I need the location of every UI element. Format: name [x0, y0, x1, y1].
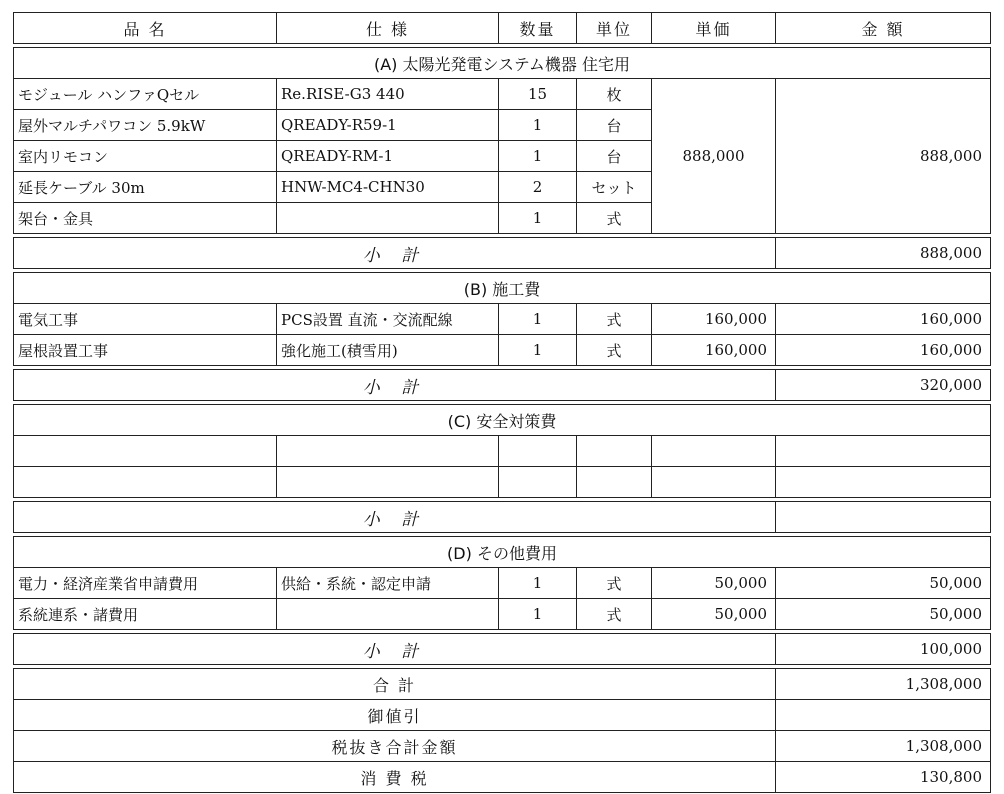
item-spec: PCS設置 直流・交流配線	[277, 304, 499, 335]
consumption-tax-row	[14, 762, 991, 793]
item-amount: 160,000	[776, 335, 991, 366]
item-quantity: 1	[499, 335, 577, 366]
empty-cell	[14, 467, 277, 498]
consumption-tax-label: 消 費 税	[14, 762, 776, 793]
header-amount: 金 額	[776, 13, 991, 44]
subtotal-value: 100,000	[776, 634, 991, 665]
discount-label: 御値引	[14, 700, 776, 731]
estimate-table	[13, 12, 991, 793]
item-unit-price: 160,000	[652, 335, 776, 366]
item-name: 屋外マルチパワコン 5.9kW	[14, 110, 277, 141]
header-unit-price: 単価	[652, 13, 776, 44]
item-unit-price: 160,000	[652, 304, 776, 335]
empty-cell	[14, 436, 277, 467]
section-d-subtotal-row	[14, 634, 991, 665]
pre-tax-total-value: 1,308,000	[776, 731, 991, 762]
header-unit: 単位	[577, 13, 652, 44]
empty-row	[14, 467, 991, 498]
subtotal-label: 小 計	[14, 634, 776, 665]
subtotal-label: 小 計	[14, 502, 776, 533]
item-name: 室内リモコン	[14, 141, 277, 172]
item-quantity: 1	[499, 110, 577, 141]
item-quantity: 15	[499, 79, 577, 110]
grand-total-label: 合 計	[14, 669, 776, 700]
estimate-sheet	[13, 12, 990, 793]
item-name: モジュール ハンファQセル	[14, 79, 277, 110]
consumption-tax-value: 130,800	[776, 762, 991, 793]
item-name: 電気工事	[14, 304, 277, 335]
item-quantity: 1	[499, 568, 577, 599]
subtotal-value	[776, 502, 991, 533]
subtotal-value: 888,000	[776, 238, 991, 269]
item-spec	[277, 599, 499, 630]
item-unit: 台	[577, 110, 652, 141]
item-spec: 強化施工(積雪用)	[277, 335, 499, 366]
empty-cell	[277, 467, 499, 498]
line-item-row	[14, 568, 991, 599]
item-spec	[277, 203, 499, 234]
item-amount: 50,000	[776, 568, 991, 599]
item-unit: セット	[577, 172, 652, 203]
item-spec: QREADY-RM-1	[277, 141, 499, 172]
discount-row	[14, 700, 991, 731]
item-spec: QREADY-R59-1	[277, 110, 499, 141]
item-quantity: 1	[499, 141, 577, 172]
item-name: 屋根設置工事	[14, 335, 277, 366]
item-quantity: 1	[499, 304, 577, 335]
empty-cell	[499, 436, 577, 467]
item-spec: HNW-MC4-CHN30	[277, 172, 499, 203]
item-unit: 枚	[577, 79, 652, 110]
empty-cell	[776, 467, 991, 498]
subtotal-label: 小 計	[14, 238, 776, 269]
item-unit: 台	[577, 141, 652, 172]
section-c-subtotal-row	[14, 502, 991, 533]
item-spec: 供給・系統・認定申請	[277, 568, 499, 599]
item-name: 延長ケーブル 30m	[14, 172, 277, 203]
section-b-title: (B) 施工費	[14, 273, 991, 304]
pre-tax-total-label: 税抜き合計金額	[14, 731, 776, 762]
empty-cell	[652, 436, 776, 467]
section-a-title: (A) 太陽光発電システム機器 住宅用	[14, 48, 991, 79]
section-a-title-row	[14, 48, 991, 79]
grand-total-value: 1,308,000	[776, 669, 991, 700]
empty-cell	[277, 436, 499, 467]
header-row	[14, 13, 991, 44]
item-unit: 式	[577, 304, 652, 335]
section-d-title-row	[14, 537, 991, 568]
item-unit: 式	[577, 203, 652, 234]
empty-cell	[776, 436, 991, 467]
empty-cell	[652, 467, 776, 498]
empty-cell	[499, 467, 577, 498]
discount-value	[776, 700, 991, 731]
item-unit-price: 50,000	[652, 599, 776, 630]
item-unit: 式	[577, 335, 652, 366]
section-c-title-row	[14, 405, 991, 436]
section-b-title-row	[14, 273, 991, 304]
header-item-name: 品 名	[14, 13, 277, 44]
header-quantity: 数量	[499, 13, 577, 44]
header-spec: 仕 様	[277, 13, 499, 44]
item-unit-price: 50,000	[652, 568, 776, 599]
section-a-amount: 888,000	[776, 79, 991, 234]
section-d-title: (D) その他費用	[14, 537, 991, 568]
section-b-subtotal-row	[14, 370, 991, 401]
item-unit: 式	[577, 568, 652, 599]
item-quantity: 1	[499, 599, 577, 630]
grand-total-row	[14, 669, 991, 700]
item-name: 架台・金具	[14, 203, 277, 234]
subtotal-label: 小 計	[14, 370, 776, 401]
item-name: 電力・経済産業省申請費用	[14, 568, 277, 599]
empty-row	[14, 436, 991, 467]
item-quantity: 1	[499, 203, 577, 234]
item-name: 系統連系・諸費用	[14, 599, 277, 630]
section-c-title: (C) 安全対策費	[14, 405, 991, 436]
line-item-row	[14, 304, 991, 335]
item-quantity: 2	[499, 172, 577, 203]
line-item-row	[14, 335, 991, 366]
item-amount: 160,000	[776, 304, 991, 335]
empty-cell	[577, 467, 652, 498]
section-a-subtotal-row	[14, 238, 991, 269]
section-a-unit-price: 888,000	[652, 79, 776, 234]
pre-tax-total-row	[14, 731, 991, 762]
line-item-row	[14, 599, 991, 630]
item-spec: Re.RISE-G3 440	[277, 79, 499, 110]
empty-cell	[577, 436, 652, 467]
subtotal-value: 320,000	[776, 370, 991, 401]
line-item-row	[14, 79, 991, 110]
item-unit: 式	[577, 599, 652, 630]
item-amount: 50,000	[776, 599, 991, 630]
